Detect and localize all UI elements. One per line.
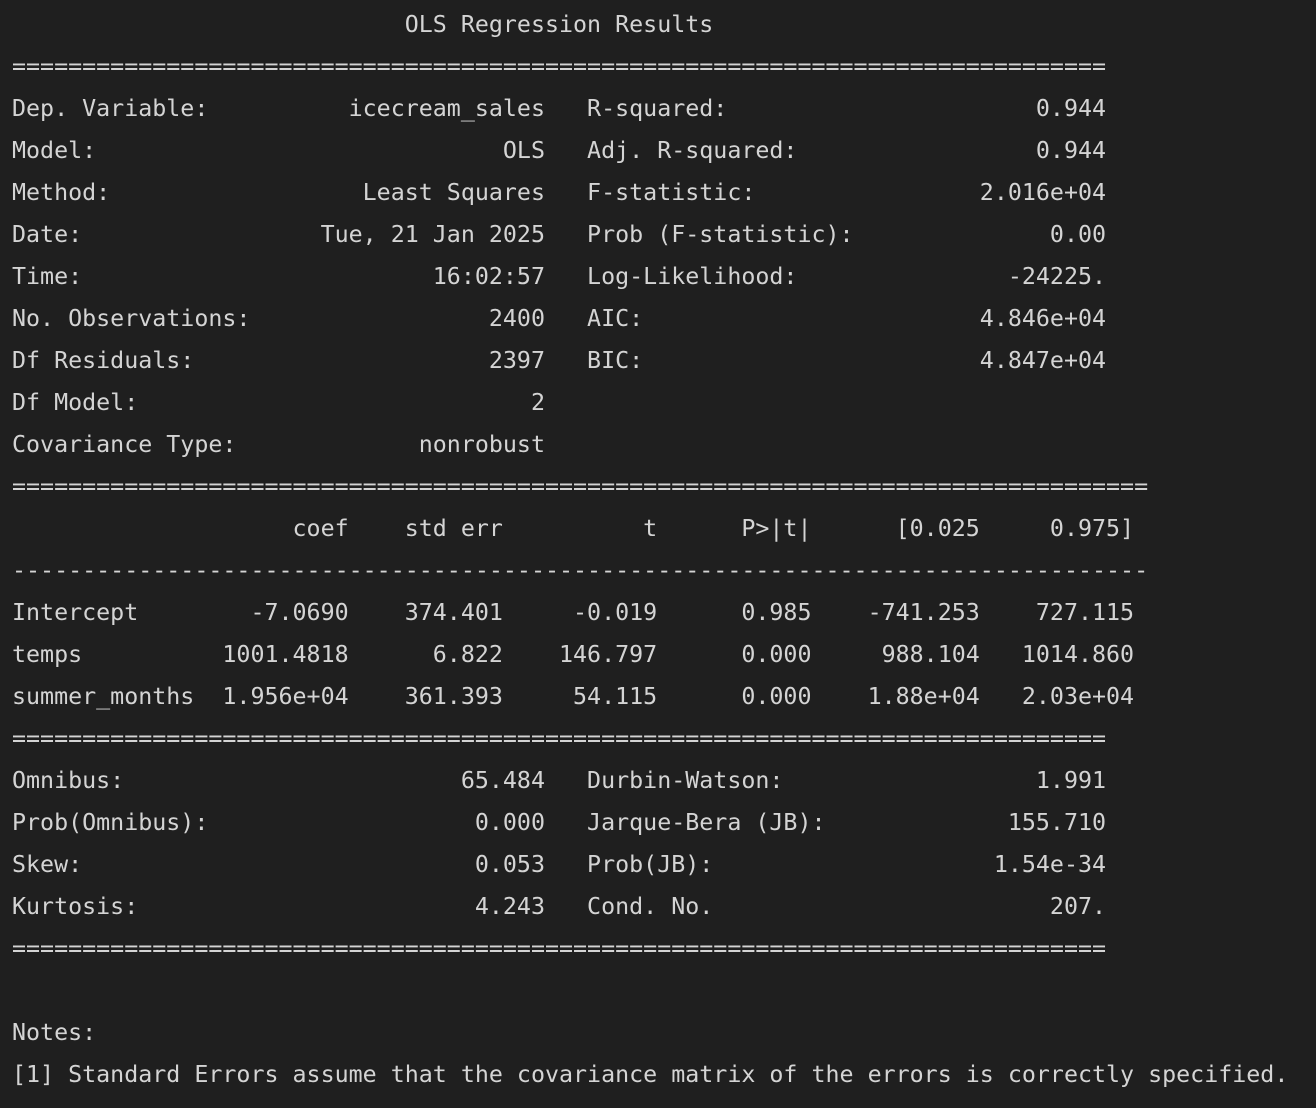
rule-line: ============================================================================== [12,53,1107,80]
diagnostic-row: Prob(Omnibus): 0.000 Jarque-Bera (JB): 155.710 [12,809,1107,836]
rule-line: ================================================================================= [12,473,1149,500]
blank-line [12,970,1288,1012]
diagnostic-row: Skew: 0.053 Prob(JB): 1.54e-34 [12,851,1107,878]
summary-row: Df Residuals: 2397 BIC: 4.847e+04 [12,347,1107,374]
rule-line: ============================================================================== [12,725,1107,752]
coef-header-row: coef std err t P>|t| [0.025 0.975] [12,515,1135,542]
summary-row: Model: OLS Adj. R-squared: 0.944 [12,137,1107,164]
note-line: [1] Standard Errors assume that the covariance matrix of the errors is correctly specified. [12,1061,1289,1088]
diagnostic-row: Kurtosis: 4.243 Cond. No. 207. [12,893,1107,920]
rule-line: ============================================================================== [12,935,1107,962]
summary-row: Time: 16:02:57 Log-Likelihood: -24225. [12,263,1107,290]
title-line: OLS Regression Results [12,11,1107,38]
summary-row: Method: Least Squares F-statistic: 2.016e+04 [12,179,1107,206]
summary-row: Date: Tue, 21 Jan 2025 Prob (F-statistic): 0.00 [12,221,1107,248]
coef-row: Intercept -7.0690 374.401 -0.019 0.985 -741.253 727.115 [12,599,1135,626]
regression-summary-text [12,4,1288,1096]
notes-heading: Notes: [12,1019,97,1046]
diagnostic-row: Omnibus: 65.484 Durbin-Watson: 1.991 [12,767,1107,794]
summary-row: Df Model: 2 [12,389,545,416]
summary-row: Covariance Type: nonrobust [12,431,545,458]
coef-row: temps 1001.4818 6.822 146.797 0.000 988.104 1014.860 [12,641,1135,668]
summary-row: Dep. Variable: icecream_sales R-squared: 0.944 [12,95,1107,122]
rule-line: --------------------------------------------------------------------------------- [12,557,1149,584]
coef-row: summer_months 1.956e+04 361.393 54.115 0.000 1.88e+04 2.03e+04 [12,683,1135,710]
summary-row: No. Observations: 2400 AIC: 4.846e+04 [12,305,1107,332]
